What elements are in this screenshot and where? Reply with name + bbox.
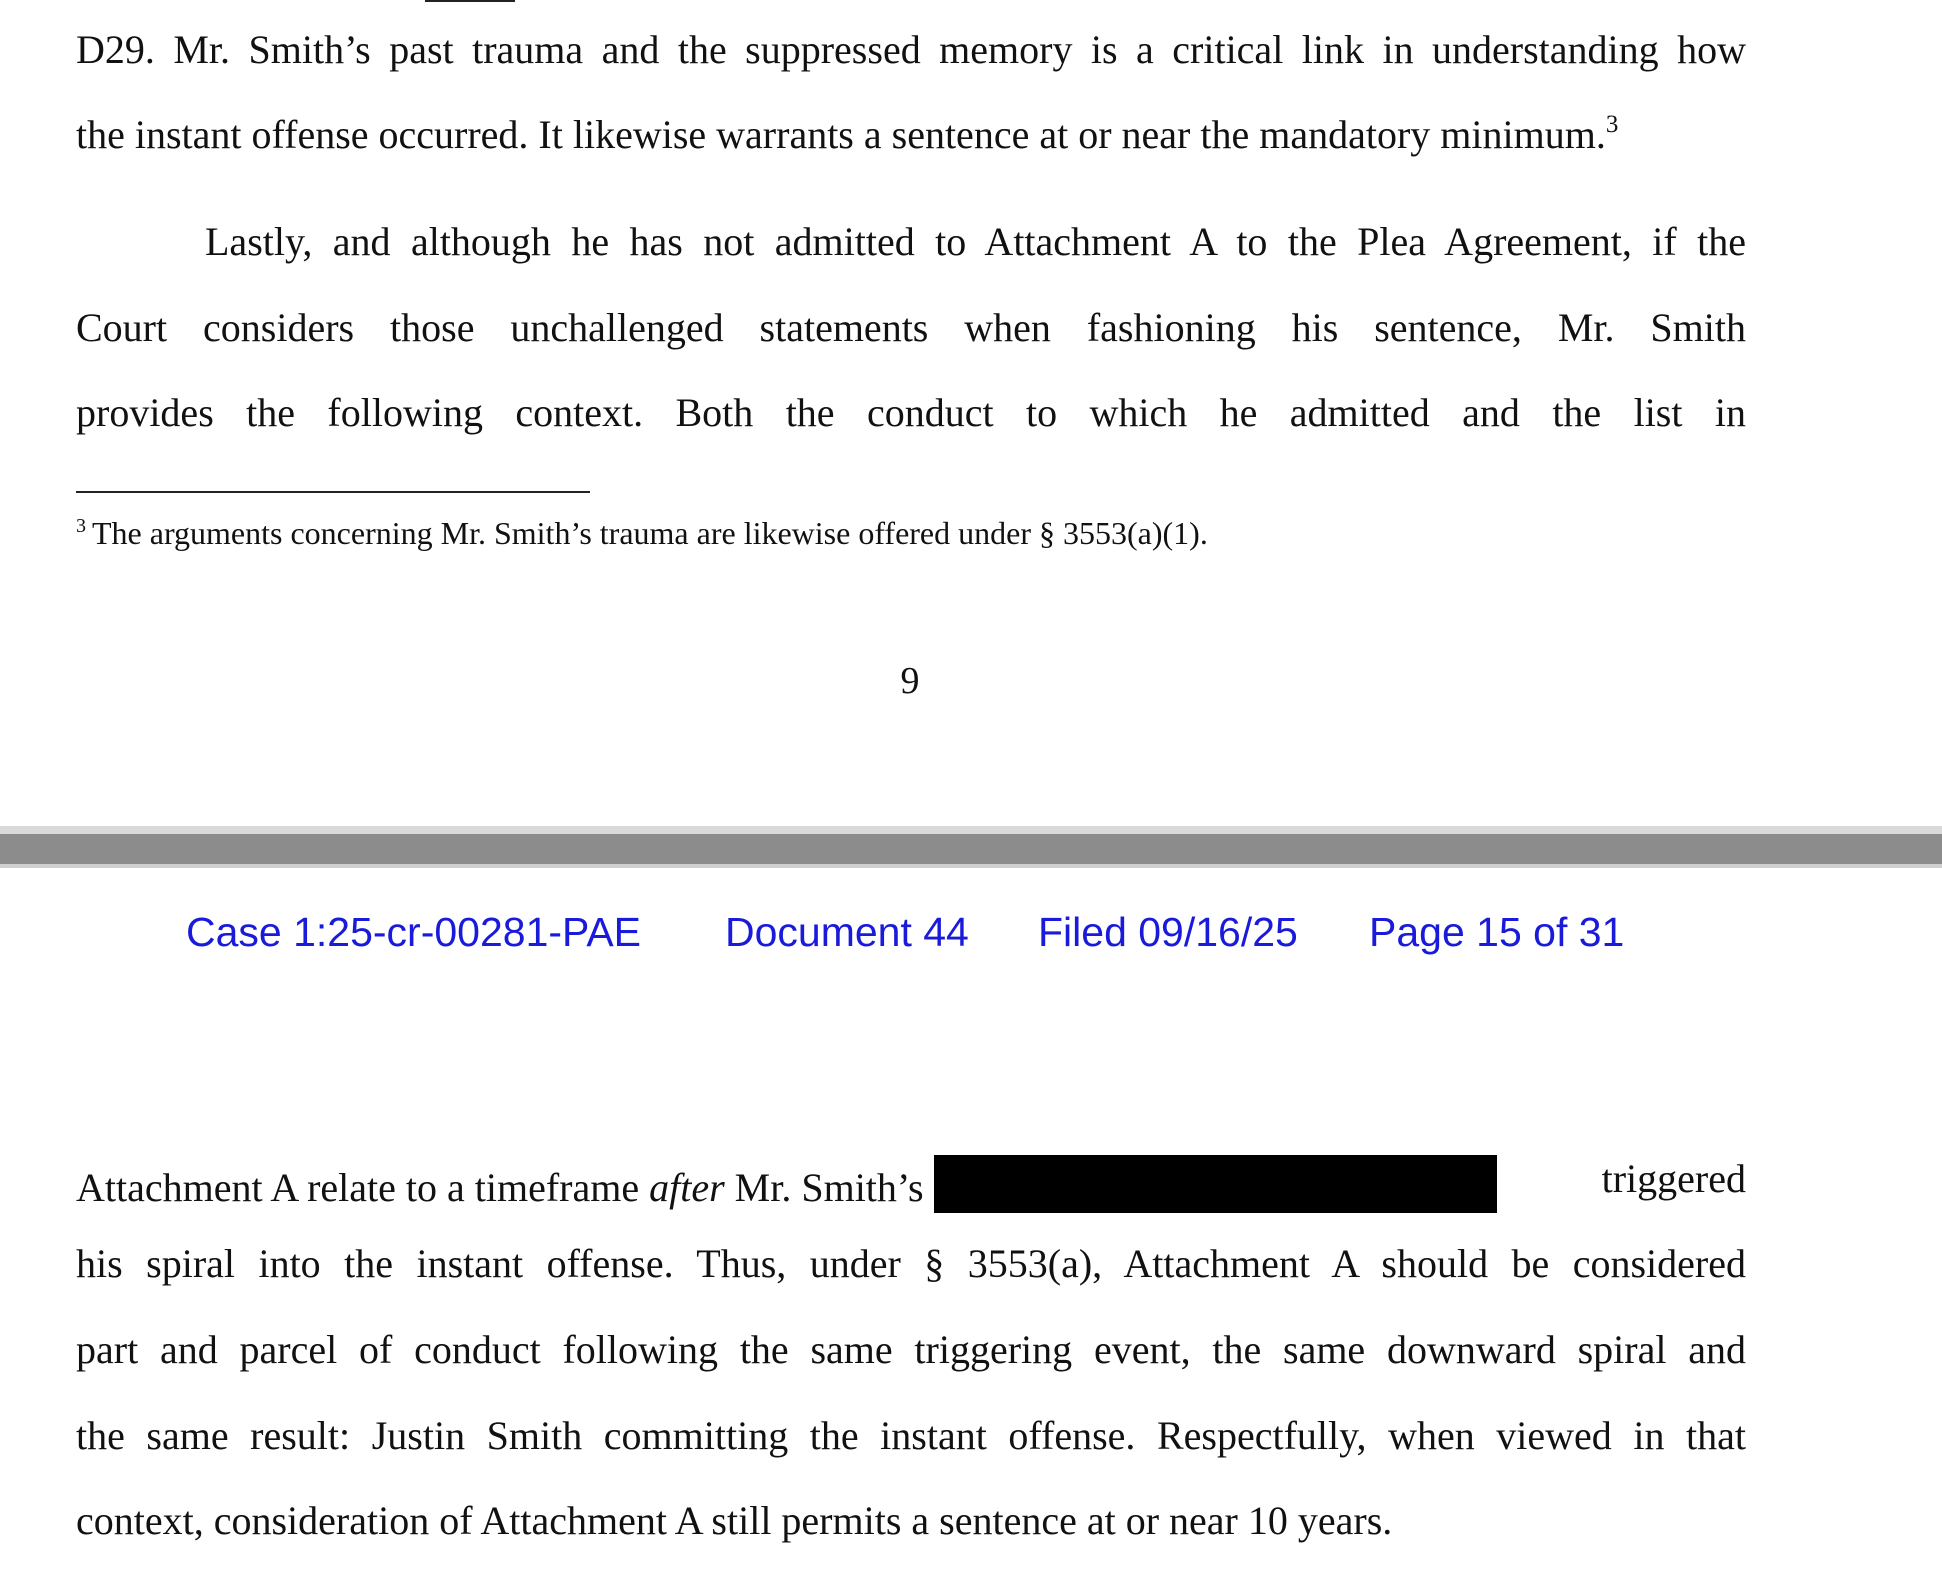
page-count: Page 15 of 31 bbox=[1369, 909, 1625, 955]
body-line-redacted bbox=[76, 1155, 1746, 1213]
body-line: D29. Mr. Smith’s past trauma and the suppressed memory is a critical link in understanding how bbox=[76, 27, 1746, 72]
body-line-indented: Lastly, and although he has not admitted to Attachment A to the Plea Agreement, if the bbox=[205, 219, 1746, 264]
footnote bbox=[76, 513, 1208, 553]
page-separator-edge bbox=[0, 864, 1942, 868]
document-number: Document 44 bbox=[725, 909, 969, 955]
body-line: Court considers those unchallenged statements when fashioning his sentence, Mr. Smith bbox=[76, 305, 1746, 350]
body-line: the same result: Justin Smith committing the instant offense. Respectfully, when viewed in that bbox=[76, 1413, 1746, 1458]
footnote-text: The arguments concerning Mr. Smith’s trauma are likewise offered under § 3553(a)(1). bbox=[92, 515, 1208, 551]
body-line: provides the following context. Both the conduct to which he admitted and the list in bbox=[76, 390, 1746, 435]
body-line: his spiral into the instant offense. Thus, under § 3553(a), Attachment A should be considered bbox=[76, 1241, 1746, 1286]
body-line: context, consideration of Attachment A still permits a sentence at or near 10 years. bbox=[76, 1498, 1393, 1543]
top-rule bbox=[425, 0, 515, 2]
page-number: 9 bbox=[900, 660, 920, 702]
body-line-text: the instant offense occurred. It likewise warrants a sentence at or near the mandatory minimum. bbox=[76, 112, 1606, 157]
filed-date: Filed 09/16/25 bbox=[1038, 909, 1298, 955]
redaction-block bbox=[934, 1155, 1497, 1213]
case-number: Case 1:25-cr-00281-PAE bbox=[186, 909, 642, 955]
body-line-text: Attachment A relate to a timeframe bbox=[76, 1165, 650, 1210]
footnote-divider bbox=[76, 491, 590, 493]
footnote-reference[interactable]: 3 bbox=[1605, 111, 1619, 138]
emphasis-text: after bbox=[649, 1165, 725, 1210]
footnote-mark: 3 bbox=[76, 515, 86, 537]
page-separator bbox=[0, 834, 1942, 864]
body-line bbox=[76, 111, 1746, 159]
page-separator-edge bbox=[0, 826, 1942, 834]
body-line-text: Mr. Smith’s bbox=[724, 1165, 924, 1210]
body-line: part and parcel of conduct following the same triggering event, the same downward spiral and bbox=[76, 1327, 1746, 1372]
body-line-text: triggered bbox=[1601, 1156, 1746, 1201]
